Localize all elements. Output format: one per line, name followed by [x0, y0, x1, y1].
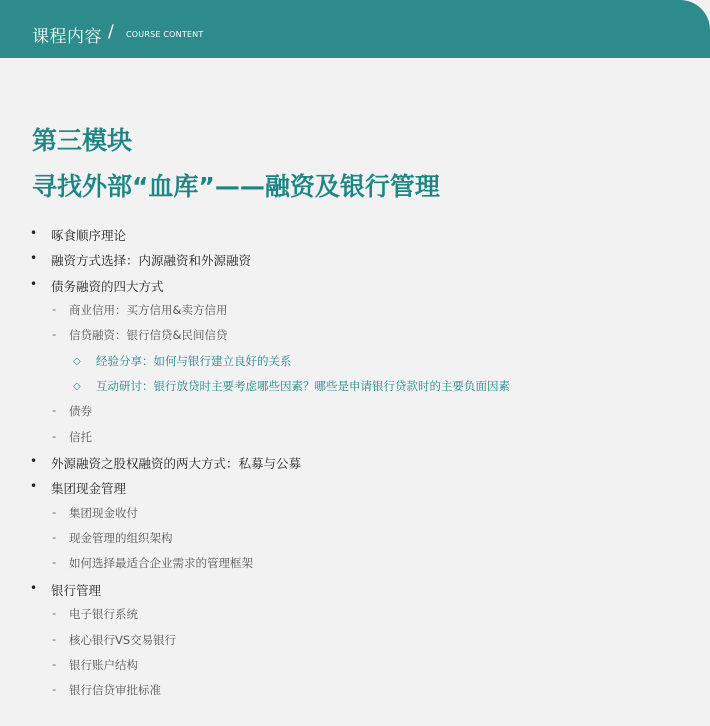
outline-item-text: 债券	[69, 404, 92, 418]
outline-item-text: 经验分享：如何与银行建立良好的关系	[96, 354, 292, 368]
outline-item-text: 银行管理	[51, 583, 102, 598]
module-title: 第三模块	[32, 126, 133, 155]
header-bar	[0, 0, 710, 58]
diamond-bullet-icon: ◇	[73, 381, 81, 392]
dash-bullet-icon: -	[52, 403, 57, 417]
header-subtitle: COURSE CONTENT	[126, 30, 204, 39]
outline-item-text: 核心银行VS交易银行	[69, 633, 177, 647]
dash-bullet-icon: -	[52, 682, 57, 696]
outline-item-text: 信贷融资：银行信贷&民间信贷	[69, 328, 228, 342]
dash-bullet-icon: -	[52, 606, 57, 620]
outline-item-text: 债务融资的四大方式	[51, 279, 164, 294]
outline-item-text: 互动研讨：银行放贷时主要考虑哪些因素？哪些是申请银行贷款时的主要负面因素	[96, 379, 510, 393]
outline-item-text: 现金管理的组织架构	[69, 531, 173, 545]
outline-item-text: 集团现金管理	[51, 481, 127, 496]
module-subtitle: 寻找外部“血库”——融资及银行管理	[32, 172, 440, 201]
outline-item-text: 融资方式选择：内源融资和外源融资	[51, 253, 252, 268]
dash-bullet-icon: -	[52, 302, 57, 316]
header-divider: /	[108, 22, 114, 42]
dash-bullet-icon: -	[52, 530, 57, 544]
dot-bullet-icon: •	[30, 581, 38, 595]
outline-item-text: 银行信贷审批标准	[69, 683, 161, 697]
dot-bullet-icon: •	[30, 277, 38, 291]
outline-item-text: 信托	[69, 430, 92, 444]
outline-item-text: 外源融资之股权融资的两大方式：私募与公募	[51, 456, 302, 471]
outline-item-text: 电子银行系统	[69, 607, 138, 621]
dot-bullet-icon: •	[30, 479, 38, 493]
dash-bullet-icon: -	[52, 429, 57, 443]
outline-item-text: 如何选择最适合企业需求的管理框架	[69, 556, 253, 570]
outline-item-text: 商业信用：买方信用&卖方信用	[69, 303, 228, 317]
dash-bullet-icon: -	[52, 505, 57, 519]
dash-bullet-icon: -	[52, 327, 57, 341]
outline-item-text: 银行账户结构	[69, 658, 138, 672]
dot-bullet-icon: •	[30, 226, 38, 240]
dot-bullet-icon: •	[30, 251, 38, 265]
outline-item-text: 啄食顺序理论	[51, 228, 127, 243]
dash-bullet-icon: -	[52, 555, 57, 569]
dot-bullet-icon: •	[30, 454, 38, 468]
dash-bullet-icon: -	[52, 657, 57, 671]
diamond-bullet-icon: ◇	[73, 356, 81, 367]
header-title: 课程内容	[32, 27, 102, 47]
dash-bullet-icon: -	[52, 632, 57, 646]
outline-item-text: 集团现金收付	[69, 506, 138, 520]
